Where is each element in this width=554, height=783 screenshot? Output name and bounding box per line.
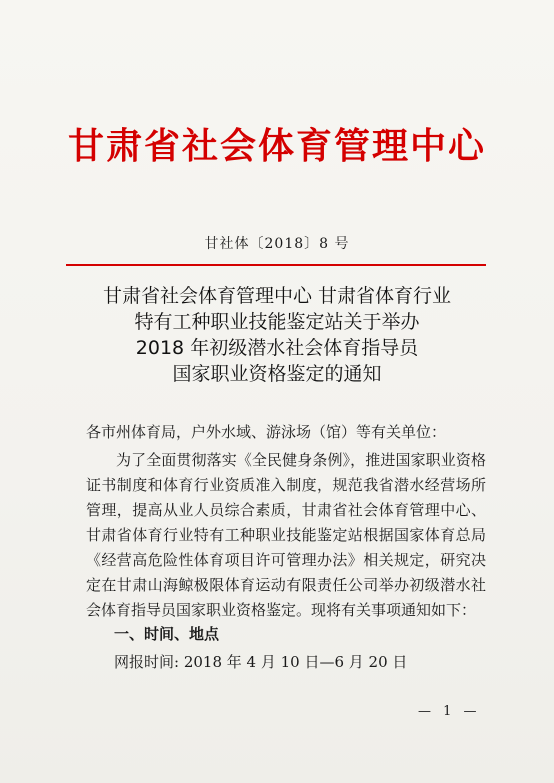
- red-divider-line: [66, 264, 486, 266]
- body-paragraph: 为了全面贯彻落实《全民健身条例》，推进国家职业资格证书制度和体育行业资质准入制度，规范我省潜水经营场所管理，提高从业人员综合素质，甘肃省社会体育管理中心、甘肃省体育行业特有工种职业技能鉴定站根据国家体育总局《经营高危险性体育项目许可管理办法》相关规定，研究决定在甘肃山海鲸极限体育运动有限责任公司举办初级潜水社会体育指导员国家职业资格鉴定。现将有关事项通知如下：: [86, 451, 486, 619]
- notice-title-line: 特有工种职业技能鉴定站关于举办: [134, 311, 420, 333]
- notice-title-line: 2018 年初级潜水社会体育指导员: [135, 337, 419, 359]
- section-heading-time-location: 一、时间、地点: [114, 625, 220, 643]
- notice-title-line: 甘肃省社会体育管理中心 甘肃省体育行业: [102, 285, 452, 307]
- document-number: 甘社体〔2018〕8 号: [204, 236, 350, 252]
- notice-title-line: 国家职业资格鉴定的通知: [172, 363, 382, 385]
- addressee-line: 各市州体育局，户外水域、游泳场（馆）等有关单位：: [86, 423, 447, 441]
- notice-title: [0, 283, 554, 387]
- registration-time: 网报时间: 2018 年 4 月 10 日—6 月 20 日: [114, 653, 408, 671]
- page-number: — 1 —: [418, 704, 481, 719]
- issuing-organization-header: 甘肃省社会体育管理中心: [67, 125, 486, 167]
